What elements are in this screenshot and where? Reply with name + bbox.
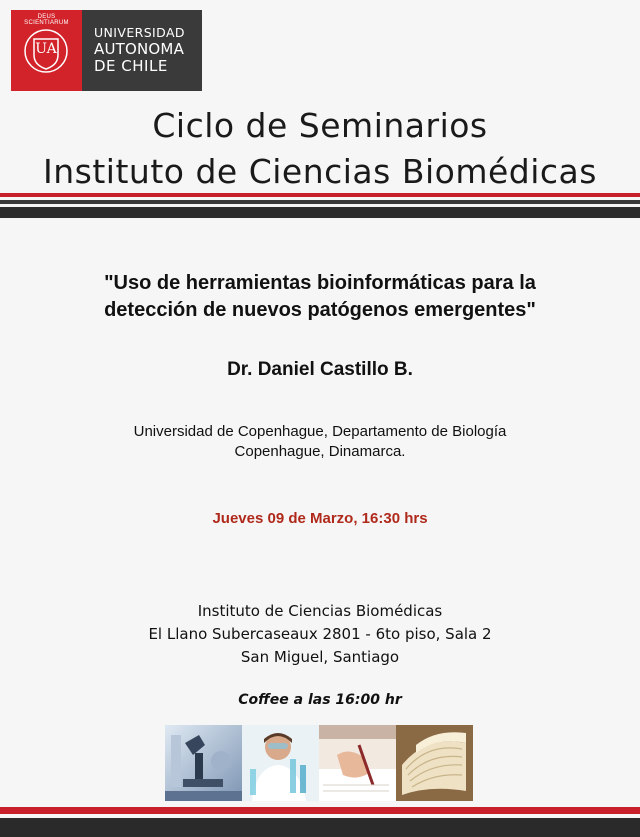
logo-motto: DEUS SCIENTIARUM	[24, 14, 69, 26]
logo-name-line-2: AUTONOMA	[94, 40, 185, 58]
talk-title-line-2: detección de nuevos patógenos emergentes"	[104, 299, 536, 321]
event-datetime: Jueves 09 de Marzo, 16:30 hrs	[212, 510, 428, 527]
shield-icon	[22, 27, 70, 75]
talk-title-line-1: "Uso de herramientas bioinformáticas para la	[104, 272, 536, 294]
venue-line-1: Instituto de Ciencias Biomédicas	[197, 602, 443, 620]
venue-line-2: El Llano Subercaseaux 2801 - 6to piso, Sala 2	[148, 625, 492, 643]
microscope-photo	[165, 725, 242, 801]
footer-divider-dark	[0, 818, 640, 837]
series-title: Ciclo de Seminarios	[152, 106, 488, 145]
logo-wordmark	[82, 10, 202, 91]
logo-name-line-1: UNIVERSIDAD	[94, 25, 185, 40]
affiliation-line-2: Copenhague, Dinamarca.	[234, 443, 406, 460]
speaker-name: Dr. Daniel Castillo B.	[227, 359, 413, 380]
seal-letters: UA	[35, 41, 57, 57]
venue-line-3: San Miguel, Santiago	[240, 648, 400, 666]
logo-emblem	[11, 10, 82, 91]
affiliation-line-1: Universidad de Copenhague, Departamento de Biología	[133, 423, 507, 440]
talk-title	[30, 270, 610, 324]
university-logo	[11, 10, 202, 91]
book-pages-photo	[396, 725, 473, 801]
institute-title: Instituto de Ciencias Biomédicas	[43, 152, 597, 191]
photo-strip	[165, 725, 474, 801]
header-divider-dark-thick	[0, 207, 640, 218]
coffee-note: Coffee a las 16:00 hr	[238, 692, 402, 708]
writing-hand-photo	[319, 725, 396, 801]
footer-divider-red	[0, 807, 640, 814]
scientist-photo	[242, 725, 319, 801]
logo-name-line-3: DE CHILE	[94, 57, 168, 75]
